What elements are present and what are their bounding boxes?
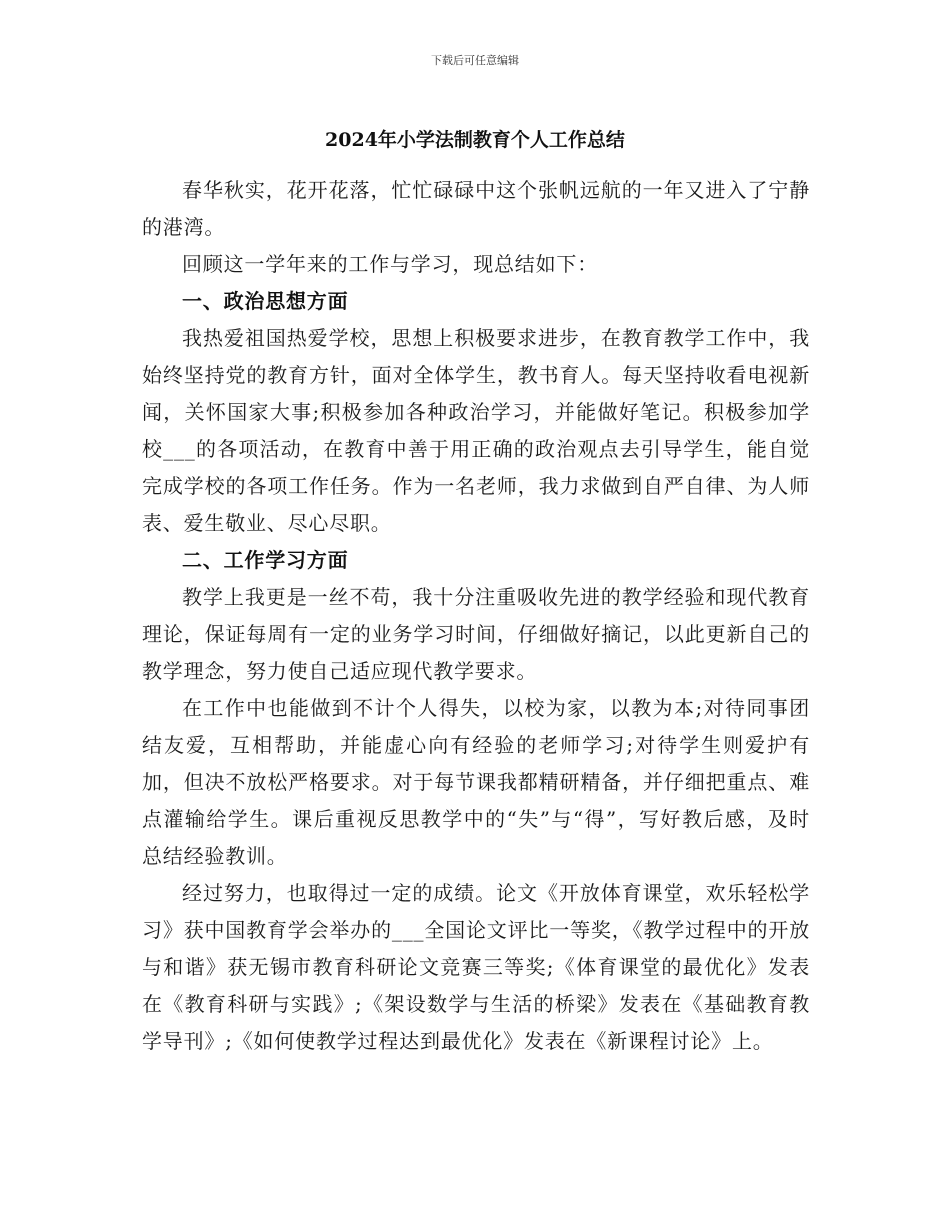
paragraph-political: 我热爱祖国热爱学校，思想上积极要求进步，在教育教学工作中，我始终坚持党的教育方针，面对全体学生，教书育人。每天坚持收看电视新闻，关怀国家大事;积极参加各种政治学习，并能做好笔记。积极参加学校___的各项活动，在教育中善于用正确的政治观点去引导学生，能自觉完成学校的各项工作任务。作为一名老师，我力求做到自严自律、为人师表、爱生敬业、尽心尽职。 bbox=[142, 326, 810, 535]
document-body bbox=[142, 172, 810, 1060]
paragraph-achievements: 经过努力，也取得过一定的成绩。论文《开放体育课堂，欢乐轻松学习》获中国教育学会举办的___全国论文评比一等奖，《教学过程中的开放与和谐》获无锡市教育科研论文竞赛三等奖;《体育课堂的最优化》发表在《教育科研与实践》;《架设数学与生活的桥梁》发表在《基础教育教学导刊》;《如何使教学过程达到最优化》发表在《新课程讨论》上。 bbox=[142, 881, 810, 1053]
section-heading-political: 一、政治思想方面 bbox=[182, 289, 349, 313]
paragraph-review: 回顾这一学年来的工作与学习，现总结如下： bbox=[182, 252, 598, 276]
document-title: 2024年小学法制教育个人工作总结 bbox=[325, 129, 625, 151]
section-heading-work-study: 二、工作学习方面 bbox=[182, 548, 349, 572]
paragraph-intro: 春华秋实，花开花落，忙忙碌碌中这个张帆远航的一年又进入了宁静的港湾。 bbox=[142, 178, 810, 239]
paragraph-teaching: 教学上我更是一丝不苟，我十分注重吸收先进的教学经验和现代教育理论，保证每周有一定的业务学习时间，仔细做好摘记，以此更新自己的教学理念，努力使自己适应现代教学要求。 bbox=[142, 585, 810, 683]
page-header-note: 下载后可任意编辑 bbox=[431, 54, 519, 67]
paragraph-work-attitude: 在工作中也能做到不计个人得失，以校为家，以教为本;对待同事团结友爱，互相帮助，并能虚心向有经验的老师学习;对待学生则爱护有加，但决不放松严格要求。对于每节课我都精研精备，并仔细把重点、难点灌输给学生。课后重视反思教学中的“失”与“得”，写好教后感，及时总结经验教训。 bbox=[142, 696, 810, 868]
